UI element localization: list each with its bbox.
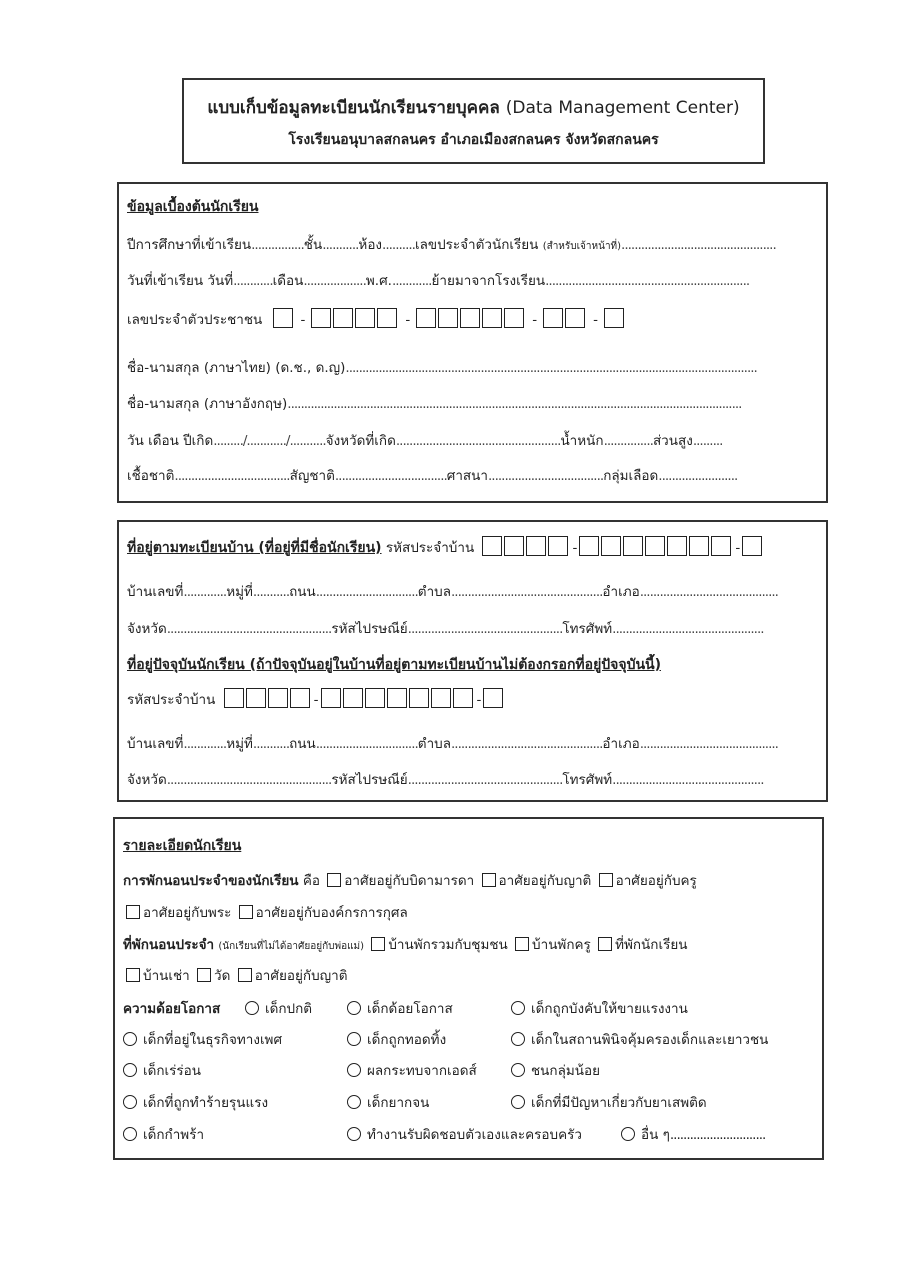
house-code-box[interactable]: [504, 536, 524, 556]
checkbox[interactable]: [327, 873, 341, 887]
radio-button[interactable]: [123, 1032, 137, 1046]
house-code-box[interactable]: [343, 688, 363, 708]
radio-button[interactable]: [511, 1032, 525, 1046]
checkbox[interactable]: [599, 873, 613, 887]
year-field[interactable]: ................: [251, 237, 304, 253]
radio-button[interactable]: [347, 1032, 361, 1046]
tambon-field[interactable]: ..............................................: [451, 584, 603, 600]
enter-month-field[interactable]: ...................: [303, 273, 366, 289]
previous-school-field[interactable]: ..............................................................: [545, 273, 750, 289]
name-thai-line: ชื่อ-นามสกุล (ภาษาไทย) (ด.ช., ด.ญ).............................................................................................................................: [127, 360, 757, 376]
enter-day-field[interactable]: ............: [233, 273, 273, 289]
house-code-box[interactable]: [526, 536, 546, 556]
name-thai-field[interactable]: .............................................................................................................................: [345, 360, 757, 376]
phone-field[interactable]: ..............................................: [612, 621, 764, 637]
height-field[interactable]: .........: [692, 433, 723, 449]
radio-option[interactable]: เด็กด้อยโอกาส: [347, 997, 453, 1019]
dorm-line-2: บ้านเช่า วัด อาศัยอยู่กับญาติ: [123, 964, 814, 986]
house-code-box[interactable]: [645, 536, 665, 556]
citizen-id-digit-box[interactable]: [416, 308, 436, 328]
birth-line: วัน เดือน ปีเกิด........./............/...........จังหวัดที่เกิด..................................................น้ำหนัก...............ส่วนสูง.........: [127, 433, 723, 449]
radio-button[interactable]: [511, 1001, 525, 1015]
dorm-line-1: ที่พักนอนประจำ (นักเรียนที่ไม่ได้อาศัยอยู่กับพ่อแม่) บ้านพักรวมกับชุมชน บ้านพักครู ที่พักนักเรียน: [123, 937, 688, 953]
radio-button[interactable]: [245, 1001, 259, 1015]
current-address-heading: ที่อยู่ปัจจุบันนักเรียน (ถ้าปัจจุบันอยู่ในบ้านที่อยู่ตามทะเบียนบ้านไม่ต้องกรอกที่อยู่ปัจจุบันนี้): [127, 657, 661, 673]
student-details-section: [113, 817, 824, 1160]
form-title-box: [182, 78, 765, 164]
weight-field[interactable]: ...............: [603, 433, 653, 449]
citizen-id-digit-box[interactable]: [604, 308, 624, 328]
nationality-field[interactable]: ..................................: [334, 468, 447, 484]
radio-option[interactable]: เด็กในสถานพินิจคุ้มครองเด็กและเยาวชน: [511, 1028, 768, 1050]
cur-address-line-1: บ้านเลขที่.............หมู่ที่...........ถนน...............................ตำบล..............................................อำเภอ..........................................: [127, 736, 778, 752]
blood-group-field[interactable]: ........................: [658, 468, 738, 484]
radio-option[interactable]: เด็กเร่ร่อน: [123, 1059, 201, 1081]
house-code-box[interactable]: [431, 688, 451, 708]
house-code-box[interactable]: [290, 688, 310, 708]
checkbox[interactable]: [197, 968, 211, 982]
house-code-box[interactable]: [482, 536, 502, 556]
radio-button[interactable]: [123, 1127, 137, 1141]
moo-field[interactable]: ...........: [252, 736, 290, 752]
amphoe-field[interactable]: ..........................................: [639, 584, 778, 600]
house-code-box[interactable]: [548, 536, 568, 556]
citizen-id-digit-box[interactable]: [355, 308, 375, 328]
checkbox[interactable]: [515, 937, 529, 951]
house-code-box[interactable]: [453, 688, 473, 708]
house-no-field[interactable]: .............: [183, 736, 227, 752]
phone-field[interactable]: ..............................................: [612, 772, 764, 788]
house-code-box[interactable]: [742, 536, 762, 556]
name-english-field[interactable]: ..........................................................................................................................................: [287, 396, 742, 412]
road-field[interactable]: ...............................: [315, 736, 418, 752]
checkbox[interactable]: [371, 937, 385, 951]
birth-province-field[interactable]: ..................................................: [395, 433, 561, 449]
amphoe-field[interactable]: ..........................................: [639, 736, 778, 752]
radio-option[interactable]: อื่น ๆ.............................: [621, 1123, 765, 1145]
tambon-field[interactable]: ..............................................: [451, 736, 603, 752]
reg-address-line-2: จังหวัด..................................................รหัสไปรษณีย์...............................................โทรศัพท์..............................................: [127, 621, 764, 637]
checkbox[interactable]: [482, 873, 496, 887]
province-field[interactable]: ..................................................: [166, 772, 332, 788]
name-english-line: ชื่อ-นามสกุล (ภาษาอังกฤษ)..........................................................................................................................................: [127, 396, 742, 412]
other-field[interactable]: .............................: [669, 1127, 766, 1143]
checkbox[interactable]: [126, 905, 140, 919]
radio-option[interactable]: เด็กที่อยู่ในธุรกิจทางเพศ: [123, 1028, 282, 1050]
radio-button[interactable]: [347, 1095, 361, 1109]
citizen-id-digit-box[interactable]: [333, 308, 353, 328]
citizen-id-digit-box[interactable]: [565, 308, 585, 328]
radio-button[interactable]: [511, 1095, 525, 1109]
postcode-field[interactable]: ...............................................: [407, 772, 563, 788]
house-code-box[interactable]: [224, 688, 244, 708]
radio-button[interactable]: [347, 1001, 361, 1015]
radio-option[interactable]: เด็กที่มีปัญหาเกี่ยวกับยาเสพติด: [511, 1091, 707, 1113]
road-field[interactable]: ...............................: [315, 584, 418, 600]
house-code-box[interactable]: [623, 536, 643, 556]
race-line: เชื้อชาติ...................................สัญชาติ..................................ศาสนา...................................กลุ่มเลือด........................: [127, 468, 738, 484]
radio-option[interactable]: เด็กที่ถูกทำร้ายรุนแรง: [123, 1091, 268, 1113]
citizen-id-line: เลขประจำตัวประชาชน - - - -: [127, 308, 818, 330]
reg-address-line-1: บ้านเลขที่.............หมู่ที่...........ถนน...............................ตำบล..............................................อำเภอ..........................................: [127, 584, 778, 600]
citizen-id-digit-box[interactable]: [377, 308, 397, 328]
house-code-box[interactable]: [601, 536, 621, 556]
enter-year-field[interactable]: ............: [391, 273, 432, 289]
grade-field[interactable]: ...........: [322, 237, 359, 253]
house-code-box[interactable]: [246, 688, 266, 708]
radio-button[interactable]: [347, 1127, 361, 1141]
basic-info-heading: ข้อมูลเบื้องต้นนักเรียน: [127, 199, 259, 215]
citizen-id-digit-box[interactable]: [482, 308, 502, 328]
student-id-field[interactable]: ...............................................: [621, 237, 776, 253]
house-code-box[interactable]: [387, 688, 407, 708]
citizen-id-digit-box[interactable]: [438, 308, 458, 328]
citizen-id-digit-box[interactable]: [273, 308, 293, 328]
enrollment-line: ปีการศึกษาที่เข้าเรียน................ชั้น...........ห้อง..........เลขประจำตัวนักเรียน (สำหรับเจ้าหน้าที่)...............................................: [127, 237, 776, 253]
dob-field[interactable]: ........./............/...........: [213, 433, 326, 449]
radio-option[interactable]: เด็กยากจน: [347, 1091, 429, 1113]
radio-option[interactable]: ชนกลุ่มน้อย: [511, 1059, 600, 1081]
registered-address-heading: ที่อยู่ตามทะเบียนบ้าน (ที่อยู่ที่มีชื่อนักเรียน): [127, 540, 382, 556]
basic-info-section: [117, 182, 828, 503]
radio-option[interactable]: เด็กถูกทอดทิ้ง: [347, 1028, 446, 1050]
radio-button[interactable]: [511, 1063, 525, 1077]
house-code-box[interactable]: [321, 688, 341, 708]
checkbox[interactable]: [598, 937, 612, 951]
stay-line-1: การพักนอนประจำของนักเรียน คือ อาศัยอยู่กับบิดามารดา อาศัยอยู่กับญาติ อาศัยอยู่กับครู: [123, 873, 697, 889]
radio-option[interactable]: เด็กถูกบังคับให้ขายแรงงาน: [511, 997, 688, 1019]
checkbox[interactable]: [239, 905, 253, 919]
house-code-box[interactable]: [689, 536, 709, 556]
radio-option[interactable]: เด็กกำพร้า: [123, 1123, 204, 1145]
house-code-box[interactable]: [579, 536, 599, 556]
current-house-code-line: รหัสประจำบ้าน - -: [127, 688, 818, 710]
radio-button[interactable]: [123, 1095, 137, 1109]
checkbox[interactable]: [238, 968, 252, 982]
house-code-box[interactable]: [711, 536, 731, 556]
religion-field[interactable]: ...................................: [487, 468, 604, 484]
checkbox[interactable]: [126, 968, 140, 982]
house-code-box[interactable]: [365, 688, 385, 708]
radio-button[interactable]: [123, 1063, 137, 1077]
house-code-box[interactable]: [409, 688, 429, 708]
postcode-field[interactable]: ...............................................: [407, 621, 563, 637]
moo-field[interactable]: ...........: [252, 584, 290, 600]
house-code-box[interactable]: [268, 688, 288, 708]
address-section: [117, 520, 828, 802]
house-code-box[interactable]: [483, 688, 503, 708]
radio-option[interactable]: เด็กปกติ: [245, 997, 312, 1019]
house-code-box[interactable]: [667, 536, 687, 556]
registered-address-heading-line: ที่อยู่ตามทะเบียนบ้าน (ที่อยู่ที่มีชื่อนักเรียน) รหัสประจำบ้าน - -: [127, 536, 818, 559]
radio-option[interactable]: ผลกระทบจากเอดส์: [347, 1059, 477, 1081]
form-title: แบบเก็บข้อมูลทะเบียนนักเรียนรายบุคคล (Data Management Center): [207, 98, 740, 118]
citizen-id-digit-box[interactable]: [460, 308, 480, 328]
details-heading: รายละเอียดนักเรียน: [123, 838, 242, 854]
room-field[interactable]: ..........: [382, 237, 415, 253]
citizen-id-digit-box[interactable]: [504, 308, 524, 328]
radio-button[interactable]: [621, 1127, 635, 1141]
citizen-id-digit-box[interactable]: [311, 308, 331, 328]
house-no-field[interactable]: .............: [183, 584, 227, 600]
stay-line-2: อาศัยอยู่กับพระ อาศัยอยู่กับองค์กรการกุศล: [123, 901, 814, 923]
race-field[interactable]: ...................................: [174, 468, 290, 484]
disadvantage-label: ความด้อยโอกาส: [123, 1001, 221, 1017]
province-field[interactable]: ..................................................: [166, 621, 332, 637]
school-name: โรงเรียนอนุบาลสกลนคร อำเภอเมืองสกลนคร จังหวัดสกลนคร: [288, 132, 659, 148]
radio-button[interactable]: [347, 1063, 361, 1077]
cur-address-line-2: จังหวัด..................................................รหัสไปรษณีย์...............................................โทรศัพท์..............................................: [127, 772, 764, 788]
enter-date-line: วันที่เข้าเรียน วันที่............เดือน...................พ.ศ.............ย้ายมาจากโรงเรียน..............................................................: [127, 273, 750, 289]
citizen-id-digit-box[interactable]: [543, 308, 563, 328]
radio-option[interactable]: ทำงานรับผิดชอบตัวเองและครอบครัว: [347, 1123, 582, 1145]
